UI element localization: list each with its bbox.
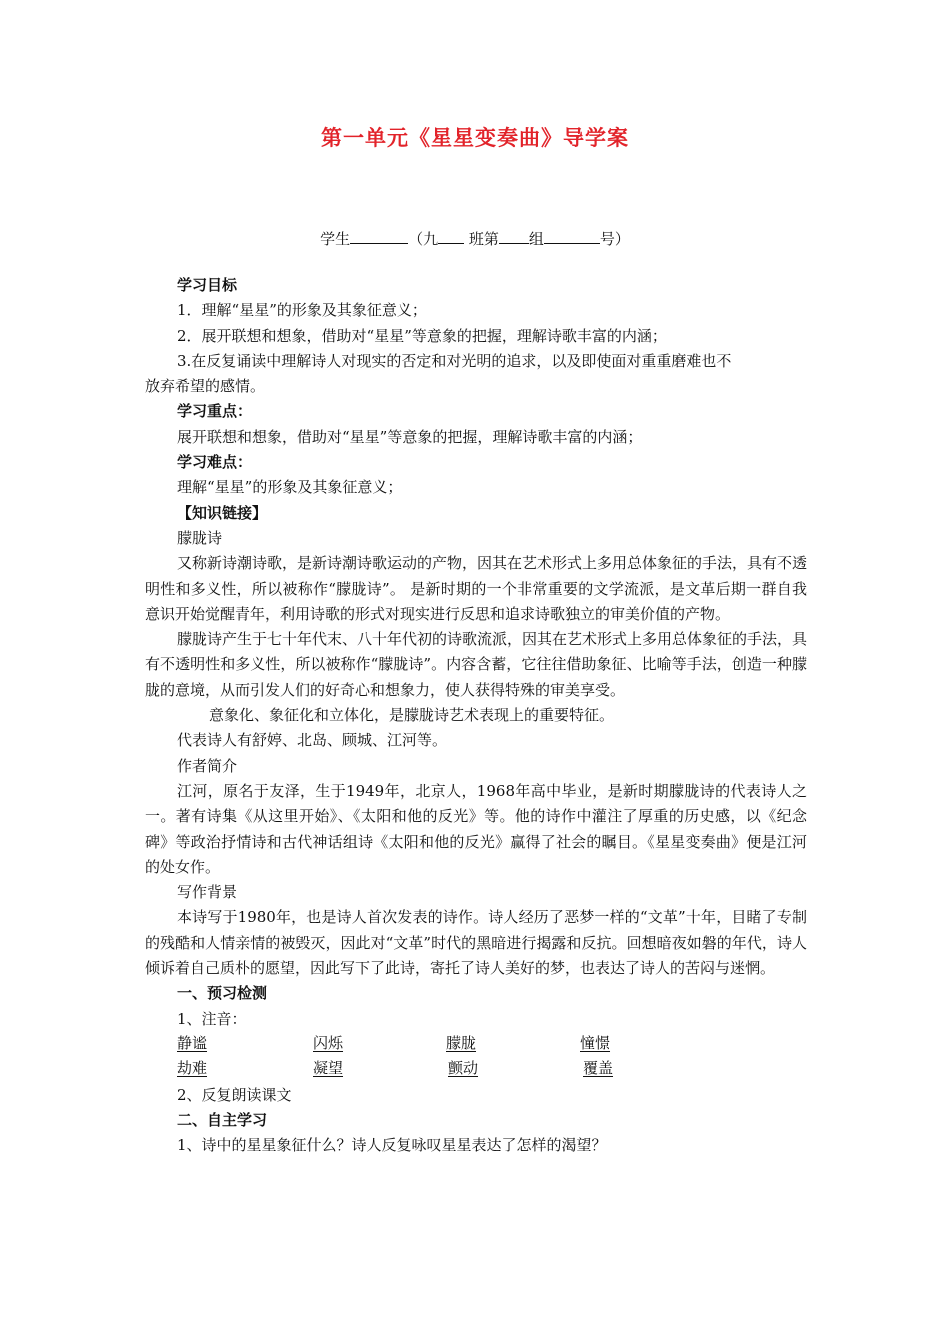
page-title: 第一单元《星星变奏曲》导学案 xyxy=(321,126,629,150)
preview-question-1: 1、注音： xyxy=(177,1009,247,1028)
key-point-text: 展开联想和想象，借助对“星星”等意象的把握，理解诗歌丰富的内涵； xyxy=(177,427,643,446)
self-study-heading: 二、自主学习 xyxy=(177,1110,268,1129)
vocab-word: 闪烁 xyxy=(313,1033,344,1052)
vocab-word: 劫难 xyxy=(177,1059,208,1078)
vocab-word: 朦胧 xyxy=(446,1033,477,1052)
vocab-word: 憧憬 xyxy=(580,1033,611,1052)
goal-item: 2．展开联想和想象，借助对“星星”等意象的把握，理解诗歌丰富的内涵； xyxy=(177,326,667,345)
group-blank xyxy=(499,229,529,244)
name-blank xyxy=(350,229,408,244)
student-info-line xyxy=(0,228,950,249)
vocab-word: 覆盖 xyxy=(583,1059,614,1078)
menglong-features: 意象化、象征化和立体化，是朦胧诗艺术表现上的重要特征。 xyxy=(209,706,615,725)
vocab-row-1 xyxy=(145,1032,807,1057)
vocab-word: 静谧 xyxy=(177,1033,208,1052)
vocab-row-2 xyxy=(145,1057,807,1082)
menglong-paragraph: 又称新诗潮诗歌，是新诗潮诗歌运动的产物，因其在艺术形式上多用总体象征的手法，具有不透明性和多义性，所以被称作“朦胧诗”。 是新时期的一个非常重要的文学流派，是文革后期一群自我意识开始觉醒青年，利用诗歌的形式对现实进行反思和追求诗歌独立的审美价值的产物。 xyxy=(145,554,808,623)
menglong-title: 朦胧诗 xyxy=(177,528,223,547)
group-label: 班第 xyxy=(464,230,499,248)
key-point-heading: 学习重点： xyxy=(177,402,253,421)
menglong-paragraph: 朦胧诗产生于七十年代末、八十年代初的诗歌流派，因其在艺术形式上多用总体象征的手法，具有不透明性和多义性，所以被称作“朦胧诗”。内容含蓄，它往往借助象征、比喻等手法，创造一种朦胧的意境，从而引发人们的好奇心和想象力，使人获得特殊的审美享受。 xyxy=(145,630,808,699)
preview-heading: 一、预习检测 xyxy=(177,984,268,1003)
number-blank xyxy=(544,229,600,244)
preview-question-2: 2、反复朗读课文 xyxy=(177,1085,292,1104)
self-study-question-1: 1、诗中的星星象征什么？诗人反复咏叹星星表达了怎样的渴望？ xyxy=(177,1136,607,1155)
document-body xyxy=(145,273,807,1158)
student-label: 学生 xyxy=(320,230,351,248)
background-title: 写作背景 xyxy=(177,883,238,902)
author-paragraph: 江河，原名于友泽，生于1949年，北京人，1968年高中毕业，是新时期朦胧诗的代表诗人之一。著有诗集《从这里开始》、《太阳和他的反光》等。他的诗作中灌注了厚重的历史感，以《纪念碑》等政治抒情诗和古代神话组诗《太阳和他的反光》赢得了社会的瞩目。《星星变奏曲》便是江河的处女作。 xyxy=(145,781,807,876)
class-label: （九 xyxy=(408,230,439,248)
vocab-word: 凝望 xyxy=(313,1059,344,1078)
background-paragraph: 本诗写于1980年，也是诗人首次发表的诗作。诗人经历了恶梦一样的“文革”十年，目睹了专制的残酷和人情亲情的被毁灭，因此对“文革”时代的黑暗进行揭露和反抗。回想暗夜如磐的年代，诗人倾诉着自己质朴的愿望，因此写下了此诗，寄托了诗人美好的梦，也表达了诗人的苦闷与迷惘。 xyxy=(145,908,807,978)
author-title: 作者简介 xyxy=(177,756,238,775)
goal-item: 1．理解“星星”的形象及其象征意义； xyxy=(177,301,427,320)
menglong-poets: 代表诗人有舒婷、北岛、顾城、江河等。 xyxy=(177,731,448,750)
number-end-label: 号） xyxy=(599,230,630,248)
goal-item: 3.在反复诵读中理解诗人对现实的否定和对光明的追求，以及即使面对重重磨难也不 xyxy=(177,351,732,370)
knowledge-heading: 【知识链接】 xyxy=(177,503,268,522)
vocab-word: 颤动 xyxy=(448,1059,479,1078)
difficulty-text: 理解“星星”的形象及其象征意义； xyxy=(177,478,403,497)
goal-item-continued: 放弃希望的感情。 xyxy=(145,377,266,396)
goals-heading: 学习目标 xyxy=(177,276,238,294)
class-blank xyxy=(438,229,464,244)
difficulty-heading: 学习难点： xyxy=(177,453,253,472)
number-label: 组 xyxy=(528,230,544,248)
